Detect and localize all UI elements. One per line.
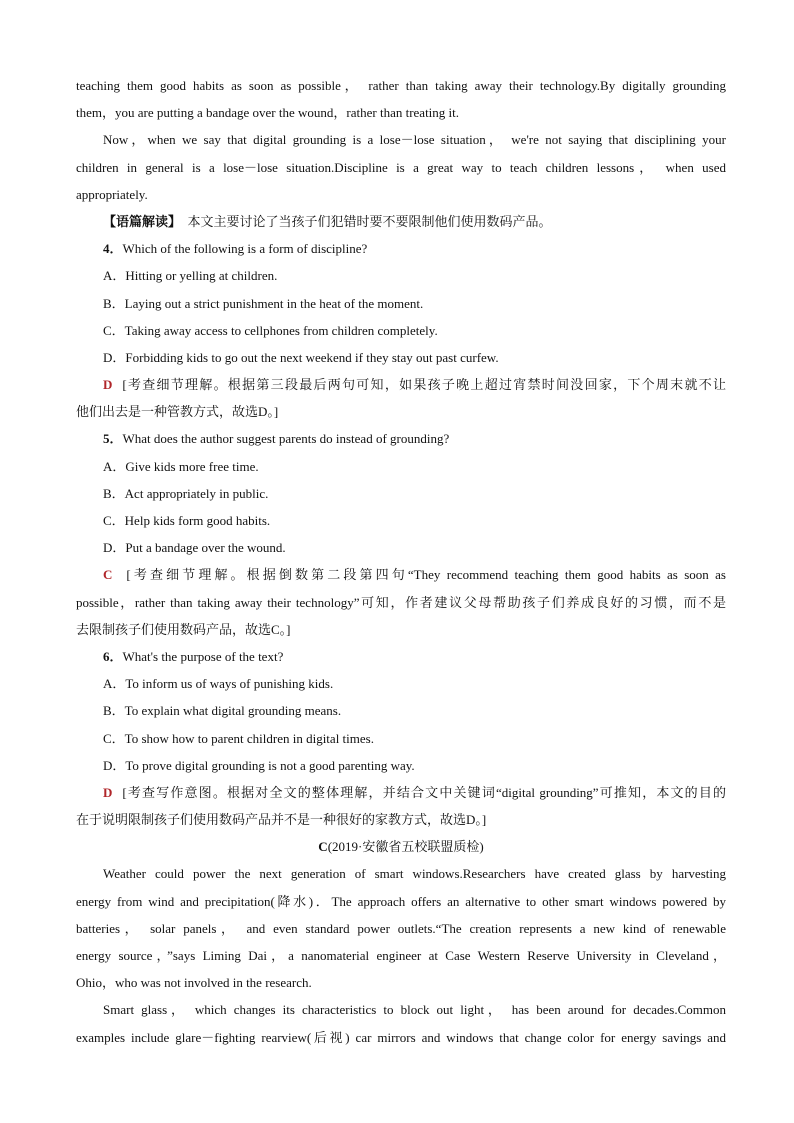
explanation-text: [考查细节理解。根据倒数第二段第四句“They recommend teaching them good habits as soon as (126, 567, 726, 583)
answer-option: D．Put a bandage over the wound. (103, 540, 286, 556)
section-heading (76, 833, 726, 860)
passage-line: examples include glare－fighting rearview(后视) car mirrors and windows that change color for energy savings and (76, 1029, 726, 1045)
explanation-text: [考查写作意图。根据对全文的整体理解，并结合文中关键词“digital grounding”可推知，本文的目的 (122, 784, 726, 800)
summary-label: 【语篇解读】 (103, 213, 175, 229)
question-text: What does the author suggest parents do instead of grounding? (122, 431, 450, 447)
passage-line: energy from wind and precipitation(降水)．The approach offers an alternative to other smart windows powered by (76, 893, 726, 909)
passage-line: children in general is a lose－lose situation.Discipline is a great way to teach children lessons， when used (76, 159, 726, 175)
section-source: (2019·安徽省五校联盟质检) (327, 839, 484, 855)
explanation-text: 他们出去是一种管教方式，故选D。] (76, 404, 279, 420)
answer-option: C．Help kids form good habits. (103, 513, 271, 528)
passage-line: appropriately. (76, 186, 148, 202)
answer-option: C．To show how to parent children in digital times. (103, 730, 374, 746)
answer-option: C．Taking away access to cellphones from children completely. (103, 322, 438, 338)
answer-option: D．To prove digital grounding is not a good parenting way. (103, 757, 415, 773)
answer-option: A．Give kids more free time. (103, 458, 259, 474)
answer-option: A．Hitting or yelling at children. (103, 268, 278, 284)
answer-key: D (103, 784, 113, 800)
answer-key: C (103, 567, 113, 583)
passage-line: Smart glass， which changes its characteristics to block out light， has been around for decades.Common (103, 1002, 726, 1018)
answer-option: A．To inform us of ways of punishing kids. (103, 676, 334, 692)
explanation-text: 在于说明限制孩子们使用数码产品并不是一种很好的家教方式，故选D。] (76, 812, 487, 828)
answer-option: B．Laying out a strict punishment in the heat of the moment. (103, 295, 424, 311)
question-text: Which of the following is a form of discipline? (122, 241, 368, 257)
question-stem (76, 425, 726, 452)
explanation (76, 779, 726, 806)
question-number: 5． (103, 431, 123, 447)
question-number: 6． (103, 648, 123, 664)
answer-key: D (103, 377, 113, 393)
explanation-text: possible，rather than taking away their technology”可知，作者建议父母帮助孩子们养成良好的习惯，而不是 (76, 594, 726, 610)
explanation (76, 561, 726, 588)
summary-text: 本文主要讨论了当孩子们犯错时要不要限制他们使用数码产品。 (174, 213, 552, 229)
passage-line: Weather could power the next generation of smart windows.Researchers have created glass by harvesting (103, 866, 726, 882)
explanation-text: 去限制孩子们使用数码产品，故选C。] (76, 621, 291, 637)
question-stem (76, 235, 726, 262)
passage-line: them，you are putting a bandage over the wound，rather than treating it. (76, 105, 460, 121)
section-letter: C (318, 839, 328, 855)
document-page (76, 72, 726, 1051)
answer-option: B．Act appropriately in public. (103, 485, 269, 501)
answer-option: B．To explain what digital grounding means. (103, 703, 342, 719)
explanation-text: [考查细节理解。根据第三段最后两句可知，如果孩子晚上超过宵禁时间没回家，下个周末就不让 (122, 377, 726, 393)
question-stem (76, 643, 726, 670)
question-number: 4． (103, 241, 123, 257)
passage-summary (76, 208, 726, 235)
passage-line: batteries， solar panels， and even standard power outlets.“The creation represents a new kind of renewable (76, 920, 726, 936)
passage-line: teaching them good habits as soon as possible， rather than taking away their technology.By digitally grounding (76, 78, 726, 93)
passage-line: energy source，”says Liming Dai，a nanomaterial engineer at Case Western Reserve University in Cleveland， (76, 948, 726, 963)
passage-line: Ohio，who was not involved in the research. (76, 975, 312, 991)
answer-option: D．Forbidding kids to go out the next weekend if they stay out past curfew. (103, 349, 499, 365)
question-text: What's the purpose of the text? (122, 648, 284, 664)
explanation (76, 371, 726, 398)
passage-line: Now，when we say that digital grounding is a lose－lose situation， we're not saying that disciplining your (103, 132, 726, 148)
